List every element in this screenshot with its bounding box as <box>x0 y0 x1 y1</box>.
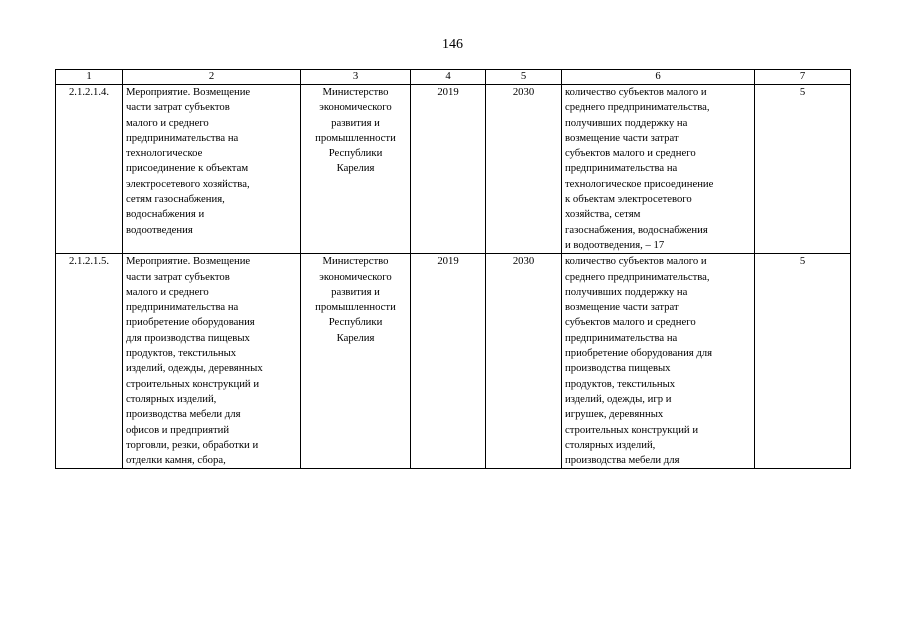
column-header: 7 <box>755 70 851 85</box>
year-start: 2019 <box>411 85 486 254</box>
measure-number: 2.1.2.1.4. <box>56 85 123 254</box>
measure-name: Мероприятие. Возмещение части затрат субъектов малого и среднего предпринимательства на технологическое присоединение к объектам электросетевого хозяйства, сетям газоснабжения, водоснабжения и водоотведения <box>123 85 301 254</box>
table-row <box>56 85 851 254</box>
table-header-row <box>56 70 851 85</box>
table-row <box>56 254 851 469</box>
column-header: 6 <box>562 70 755 85</box>
measure-name: Мероприятие. Возмещение части затрат субъектов малого и среднего предпринимательства на приобретение оборудования для производства пищевых продуктов, текстильных изделий, одежды, деревянных строительных конструкций и столярных изделий, производства мебели для офисов и предприятий торговли, резки, обработки и отделки камня, сбора, <box>123 254 301 469</box>
measure-executor: Министерство экономического развития и промышленности Республики Карелия <box>301 85 411 254</box>
measure-value: 5 <box>755 254 851 469</box>
year-end: 2030 <box>486 254 562 469</box>
page-number: 146 <box>442 37 463 52</box>
column-header: 5 <box>486 70 562 85</box>
column-header: 3 <box>301 70 411 85</box>
measures-table <box>55 69 851 469</box>
year-start: 2019 <box>411 254 486 469</box>
measure-number: 2.1.2.1.5. <box>56 254 123 469</box>
measure-executor: Министерство экономического развития и промышленности Республики Карелия <box>301 254 411 469</box>
column-header: 1 <box>56 70 123 85</box>
year-end: 2030 <box>486 85 562 254</box>
measure-value: 5 <box>755 85 851 254</box>
measure-indicator: количество субъектов малого и среднего предпринимательства, получивших поддержку на возмещение части затрат субъектов малого и среднего предпринимательства на приобретение оборудования для производства пищевых продуктов, текстильных изделий, одежды, игр и игрушек, деревянных строительных конструкций и столярных изделий, производства мебели для <box>562 254 755 469</box>
column-header: 4 <box>411 70 486 85</box>
column-header: 2 <box>123 70 301 85</box>
measure-indicator: количество субъектов малого и среднего предпринимательства, получивших поддержку на возмещение части затрат субъектов малого и среднего предпринимательства на технологическое присоединение к объектам электросетевого хозяйства, сетям газоснабжения, водоснабжения и водоотведения, – 17 <box>562 85 755 254</box>
